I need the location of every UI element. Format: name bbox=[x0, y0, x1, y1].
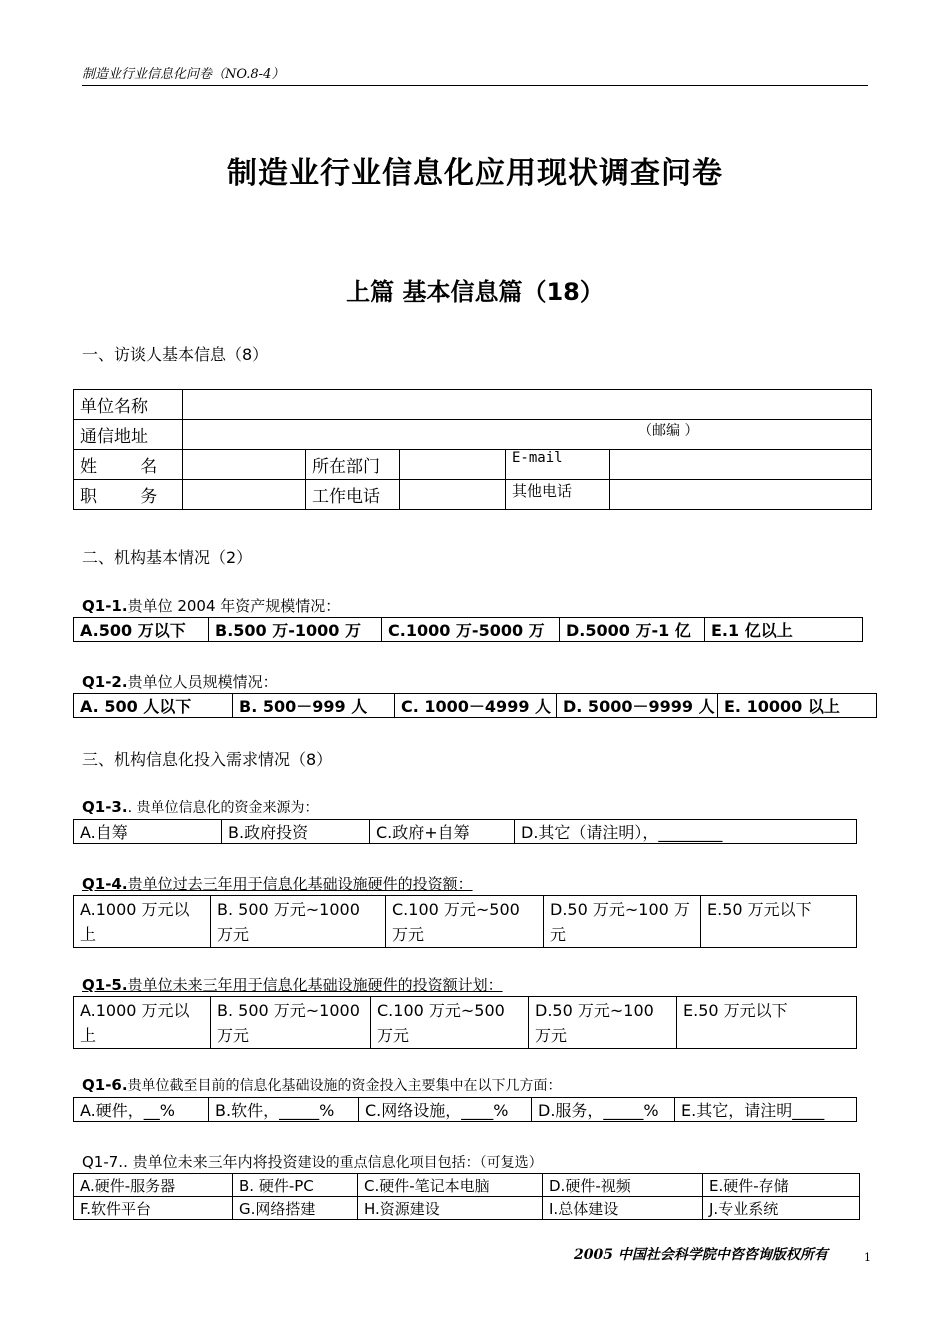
option-e[interactable]: E.1 亿以上 bbox=[705, 618, 863, 642]
option-a[interactable]: A.自筹 bbox=[74, 820, 222, 844]
option-a[interactable]: A.1000 万元以上 bbox=[74, 896, 211, 948]
option-d[interactable]: D.服务，_____% bbox=[532, 1098, 675, 1122]
section3-heading: 三、机构信息化投入需求情况（8） bbox=[82, 750, 333, 769]
option-b[interactable]: B.500 万-1000 万 bbox=[209, 618, 382, 642]
option-e[interactable]: E. 10000 以上 bbox=[718, 694, 877, 718]
page-header bbox=[82, 63, 868, 86]
unit-name-label: 单位名称 bbox=[74, 390, 183, 420]
question-text: 贵单位截至目前的信息化基础设施的资金投入主要集中在以下几方面： bbox=[127, 1078, 562, 1094]
address-field[interactable] bbox=[183, 420, 872, 450]
q1-7-options bbox=[73, 1173, 860, 1220]
option-b[interactable]: B.政府投资 bbox=[222, 820, 370, 844]
option-e[interactable]: E.硬件-存储 bbox=[703, 1174, 860, 1197]
table-row bbox=[74, 997, 857, 1049]
question-text: 贵单位 2004 年资产规模情况： bbox=[127, 597, 341, 615]
option-a[interactable]: A.500 万以下 bbox=[74, 618, 209, 642]
option-i[interactable]: I.总体建设 bbox=[543, 1197, 703, 1220]
question-label: Q1-3. bbox=[82, 798, 128, 816]
option-c[interactable]: C.1000 万-5000 万 bbox=[382, 618, 560, 642]
email-label: E-mail bbox=[506, 450, 610, 480]
other-phone-field[interactable] bbox=[610, 480, 872, 510]
question-label: Q1-5. bbox=[82, 976, 128, 994]
question-text-rest: 建设的重点信息化项目包括：（可复选） bbox=[297, 1155, 543, 1171]
option-c[interactable]: C.硬件-笔记本电脑 bbox=[358, 1174, 543, 1197]
q1-5-options bbox=[73, 996, 857, 1049]
option-b[interactable]: B. 500 万元~1000 万元 bbox=[211, 997, 371, 1049]
address-label: 通信地址 bbox=[74, 420, 183, 450]
option-b[interactable]: B. 500－999 人 bbox=[233, 694, 395, 718]
department-field[interactable] bbox=[400, 450, 506, 480]
section1-heading: 一、访谈人基本信息（8） bbox=[82, 345, 269, 364]
option-a[interactable]: A. 500 人以下 bbox=[74, 694, 233, 718]
position-field[interactable] bbox=[183, 480, 306, 510]
question-q1-4 bbox=[82, 873, 473, 894]
table-row bbox=[74, 480, 872, 510]
table-row bbox=[74, 618, 863, 642]
q1-4-options bbox=[73, 895, 857, 948]
option-d[interactable]: D.50 万元~100 万元 bbox=[529, 997, 677, 1049]
section2-heading: 二、机构基本情况（2） bbox=[82, 548, 253, 567]
option-d[interactable]: D.5000 万-1 亿 bbox=[560, 618, 705, 642]
question-q1-2 bbox=[82, 671, 278, 692]
option-c[interactable]: C.政府+自筹 bbox=[370, 820, 515, 844]
q1-6-options bbox=[73, 1097, 857, 1122]
postcode-label: （邮编 ） bbox=[638, 423, 699, 439]
question-label: Q1-4. bbox=[82, 875, 128, 893]
table-row bbox=[74, 390, 872, 420]
other-phone-label: 其他电话 bbox=[506, 480, 610, 510]
q1-1-options bbox=[73, 617, 863, 642]
question-q1-6 bbox=[82, 1075, 562, 1095]
option-h[interactable]: H.资源建设 bbox=[358, 1197, 543, 1220]
name-field[interactable] bbox=[183, 450, 306, 480]
unit-name-field[interactable] bbox=[183, 390, 872, 420]
contact-info-table bbox=[73, 389, 872, 510]
option-d[interactable]: D.50 万元~100 万元 bbox=[544, 896, 701, 948]
department-label: 所在部门 bbox=[306, 450, 400, 480]
table-row bbox=[74, 1098, 857, 1122]
question-q1-5 bbox=[82, 974, 503, 995]
option-a[interactable]: A.硬件-服务器 bbox=[74, 1174, 233, 1197]
email-field[interactable] bbox=[610, 450, 872, 480]
option-j[interactable]: J.专业系统 bbox=[703, 1197, 860, 1220]
q1-3-options bbox=[73, 819, 857, 844]
option-c[interactable]: C.网络设施，____% bbox=[359, 1098, 532, 1122]
table-row bbox=[74, 896, 857, 948]
question-text-bold: . 贵单位未来三年内将投资 bbox=[123, 1153, 298, 1171]
option-c[interactable]: C.100 万元~500 万元 bbox=[371, 997, 529, 1049]
table-row bbox=[74, 694, 877, 718]
question-q1-3 bbox=[82, 797, 318, 817]
question-text: . 贵单位信息化的资金来源为： bbox=[127, 800, 319, 816]
work-phone-field[interactable] bbox=[400, 480, 506, 510]
work-phone-label: 工作电话 bbox=[306, 480, 400, 510]
question-label: Q1-7. bbox=[82, 1153, 124, 1171]
question-text: 贵单位人员规模情况： bbox=[127, 673, 278, 691]
option-d[interactable]: D. 5000－9999 人 bbox=[557, 694, 718, 718]
question-text: 贵单位未来三年用于信息化基础设施硬件的投资额计划： bbox=[127, 976, 503, 994]
option-b[interactable]: B. 硬件-PC bbox=[233, 1174, 358, 1197]
question-q1-1 bbox=[82, 595, 340, 616]
option-b[interactable]: B.软件，_____% bbox=[209, 1098, 359, 1122]
option-c[interactable]: C. 1000－4999 人 bbox=[395, 694, 557, 718]
question-label: Q1-6. bbox=[82, 1076, 128, 1094]
option-c[interactable]: C.100 万元~500 万元 bbox=[386, 896, 544, 948]
option-e[interactable]: E.50 万元以下 bbox=[701, 896, 857, 948]
question-text: 贵单位过去三年用于信息化基础设施硬件的投资额： bbox=[127, 875, 473, 893]
option-a[interactable]: A.硬件，__% bbox=[74, 1098, 209, 1122]
table-row bbox=[74, 420, 872, 450]
document-title: 制造业行业信息化应用现状调查问卷 bbox=[227, 156, 723, 191]
question-label: Q1-2. bbox=[82, 673, 128, 691]
page-footer: 2005 中国社会科学院中咨咨询版权所有 bbox=[574, 1247, 828, 1263]
option-d[interactable]: D.硬件-视频 bbox=[543, 1174, 703, 1197]
document-subtitle: 上篇 基本信息篇（18） bbox=[346, 278, 604, 306]
option-d[interactable]: D.其它（请注明），________ bbox=[515, 820, 857, 844]
option-a[interactable]: A.1000 万元以上 bbox=[74, 997, 211, 1049]
table-row bbox=[74, 450, 872, 480]
option-g[interactable]: G.网络搭建 bbox=[233, 1197, 358, 1220]
position-label: 职 务 bbox=[74, 480, 183, 510]
q1-2-options bbox=[73, 693, 877, 718]
page-number: 1 bbox=[864, 1251, 871, 1264]
option-e[interactable]: E.其它，请注明____ bbox=[675, 1098, 857, 1122]
option-f[interactable]: F.软件平台 bbox=[74, 1197, 233, 1220]
option-e[interactable]: E.50 万元以下 bbox=[677, 997, 857, 1049]
question-label: Q1-1. bbox=[82, 597, 128, 615]
option-b[interactable]: B. 500 万元~1000 万元 bbox=[211, 896, 386, 948]
name-label: 姓 名 bbox=[74, 450, 183, 480]
table-row bbox=[74, 820, 857, 844]
header-text: 制造业行业信息化问卷（NO.8-4） bbox=[82, 67, 285, 82]
table-row bbox=[74, 1197, 860, 1220]
table-row bbox=[74, 1174, 860, 1197]
question-q1-7 bbox=[82, 1151, 543, 1172]
